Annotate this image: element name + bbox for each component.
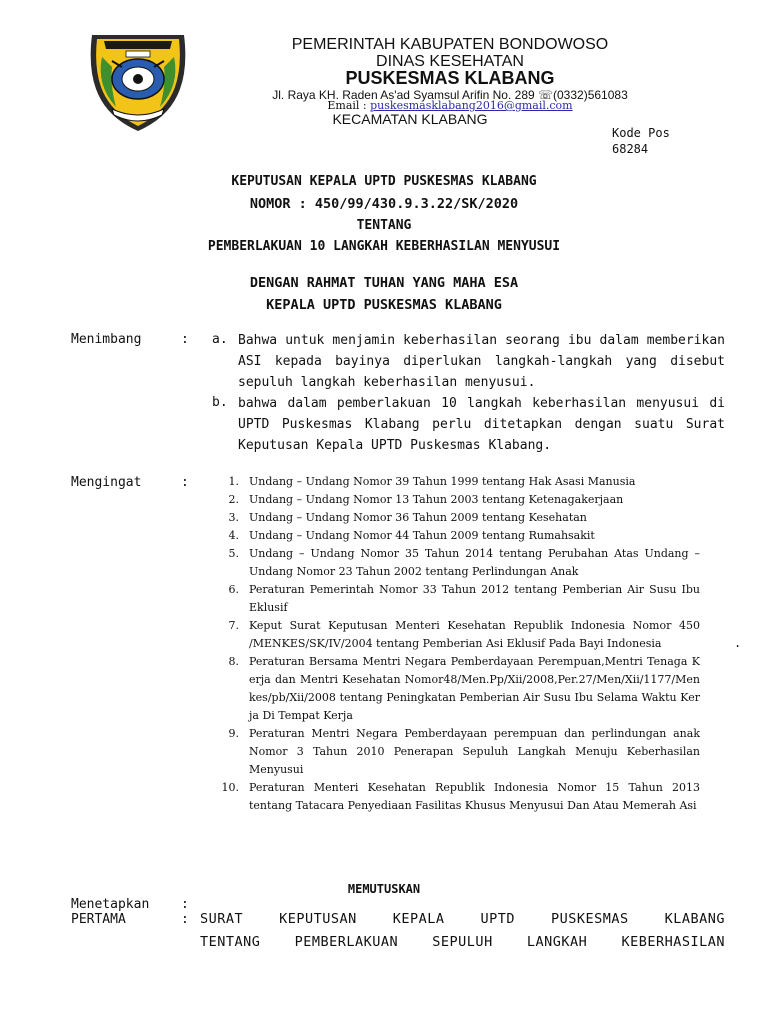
- decision-title: KEPUTUSAN KEPALA UPTD PUSKESMAS KLABANG: [231, 174, 537, 189]
- decision-number: NOMOR : 450/99/430.9.3.22/SK/2020: [249, 196, 519, 212]
- pertama-label: PERTAMA: [71, 912, 126, 927]
- menetapkan-colon: :: [181, 897, 189, 912]
- list-item: 7. Keput Surat Keputusan Menteri Kesehatan Republik Indonesia Nomor 450 /MENKES/SK/IV/2004 tentang Pemberian Asi Eklusif Pada Bayi Indonesia: [228, 619, 700, 650]
- kode-pos: [612, 125, 692, 157]
- decision-authority: KEPALA UPTD PUSKESMAS KLABANG: [266, 297, 502, 313]
- stray-mark: .: [734, 636, 742, 650]
- header-district: KECAMATAN KLABANG: [332, 111, 488, 127]
- decision-tentang: TENTANG: [356, 218, 412, 233]
- list-item: 3. Undang – Undang Nomor 36 Tahun 2009 tentang Kesehatan: [228, 511, 587, 524]
- menimbang-label: Menimbang: [71, 332, 142, 347]
- decision-subject: PEMBERLAKUAN 10 LANGKAH KEBERHASILAN MENYUSUI: [207, 239, 561, 254]
- kode-pos-label: Kode Pos: [612, 126, 670, 140]
- menimbang-text-a: Bahwa untuk menjamin keberhasilan seorang ibu dalam memberikan ASI kepada bayinya diperlukan langkah-langkah yang disebut sepuluh langkah keberhasilan menyusui.: [238, 333, 725, 390]
- decision-invocation: DENGAN RAHMAT TUHAN YANG MAHA ESA: [249, 275, 519, 291]
- mengingat-colon: :: [181, 475, 189, 490]
- pertama-colon: :: [181, 912, 189, 927]
- pertama-text-line2: TENTANG PEMBERLAKUAN SEPULUH LANGKAH KEBERHASILAN: [200, 934, 725, 950]
- list-item: 5. Undang – Undang Nomor 35 Tahun 2014 tentang Perubahan Atas Undang – Undang Nomor 23 Tahun 2002 tentang Perlindungan Anak: [228, 547, 700, 578]
- memutuskan-heading: MEMUTUSKAN: [347, 882, 421, 896]
- menimbang-text-b: bahwa dalam pemberlakuan 10 langkah keberhasilan menyusui di UPTD Puskesmas Klabang perlu ditetapkan dengan suatu Surat Keputusan Kepala UPTD Puskesmas Klabang.: [238, 396, 725, 453]
- bondowoso-regency-emblem-icon: [82, 27, 194, 137]
- menimbang-letter-a: a.: [212, 332, 228, 347]
- email-label: Email :: [327, 99, 371, 112]
- header-government-name: PEMERINTAH KABUPATEN BONDOWOSO: [291, 36, 609, 53]
- list-item: 10. Peraturan Menteri Kesehatan Republik Indonesia Nomor 15 Tahun 2013 tentang Tatacara Penyediaan Fasilitas Khusus Menyusui Dan Atau Memerah Asi: [221, 781, 700, 812]
- list-item: 2. Undang – Undang Nomor 13 Tahun 2003 tentang Ketenagakerjaan: [228, 493, 624, 506]
- list-item: 9. Peraturan Mentri Negara Pemberdayaan perempuan dan perlindungan anak Nomor 3 Tahun 2010 Penerapan Sepuluh Langkah Menuju Keberhasilan Menyusui: [228, 727, 700, 776]
- menimbang-colon: :: [181, 332, 189, 347]
- list-item: 4. Undang – Undang Nomor 44 Tahun 2009 tentang Rumahsakit: [228, 529, 595, 542]
- mengingat-list: [215, 473, 700, 815]
- mengingat-label: Mengingat: [71, 475, 142, 490]
- header-address: Jl. Raya KH. Raden As'ad Syamsul Arifin No. 289 ☏(0332)561083: [272, 88, 628, 102]
- list-item: 8. Peraturan Bersama Mentri Negara Pemberdayaan Perempuan,Mentri Tenaga Kerja dan Mentri Kesehatan Nomor48/Men.Pp/Xii/2008,Per.27/Men/Xii/1177/Menkes/pb/Xii/2008 tentang Peningkatan Pemberian Air Susu Ibu Selama Waktu Kerja Di Tempat Kerja: [228, 655, 700, 722]
- header-puskesmas-name: PUSKESMAS KLABANG: [345, 68, 555, 88]
- email-link[interactable]: puskesmasklabang2016@gmail.com: [370, 99, 573, 112]
- menimbang-letter-b: b.: [212, 395, 228, 410]
- pertama-text-line1: SURAT KEPUTUSAN KEPALA UPTD PUSKESMAS KLABANG: [200, 911, 725, 927]
- list-item: 6. Peraturan Pemerintah Nomor 33 Tahun 2012 tentang Pemberian Air Susu Ibu Eklusif: [228, 583, 700, 614]
- list-item: 1. Undang – Undang Nomor 39 Tahun 1999 tentang Hak Asasi Manusia: [228, 475, 636, 488]
- header-department-name: DINAS KESEHATAN: [376, 53, 524, 70]
- kode-pos-value: 68284: [612, 142, 649, 156]
- menetapkan-label: Menetapkan: [71, 897, 150, 912]
